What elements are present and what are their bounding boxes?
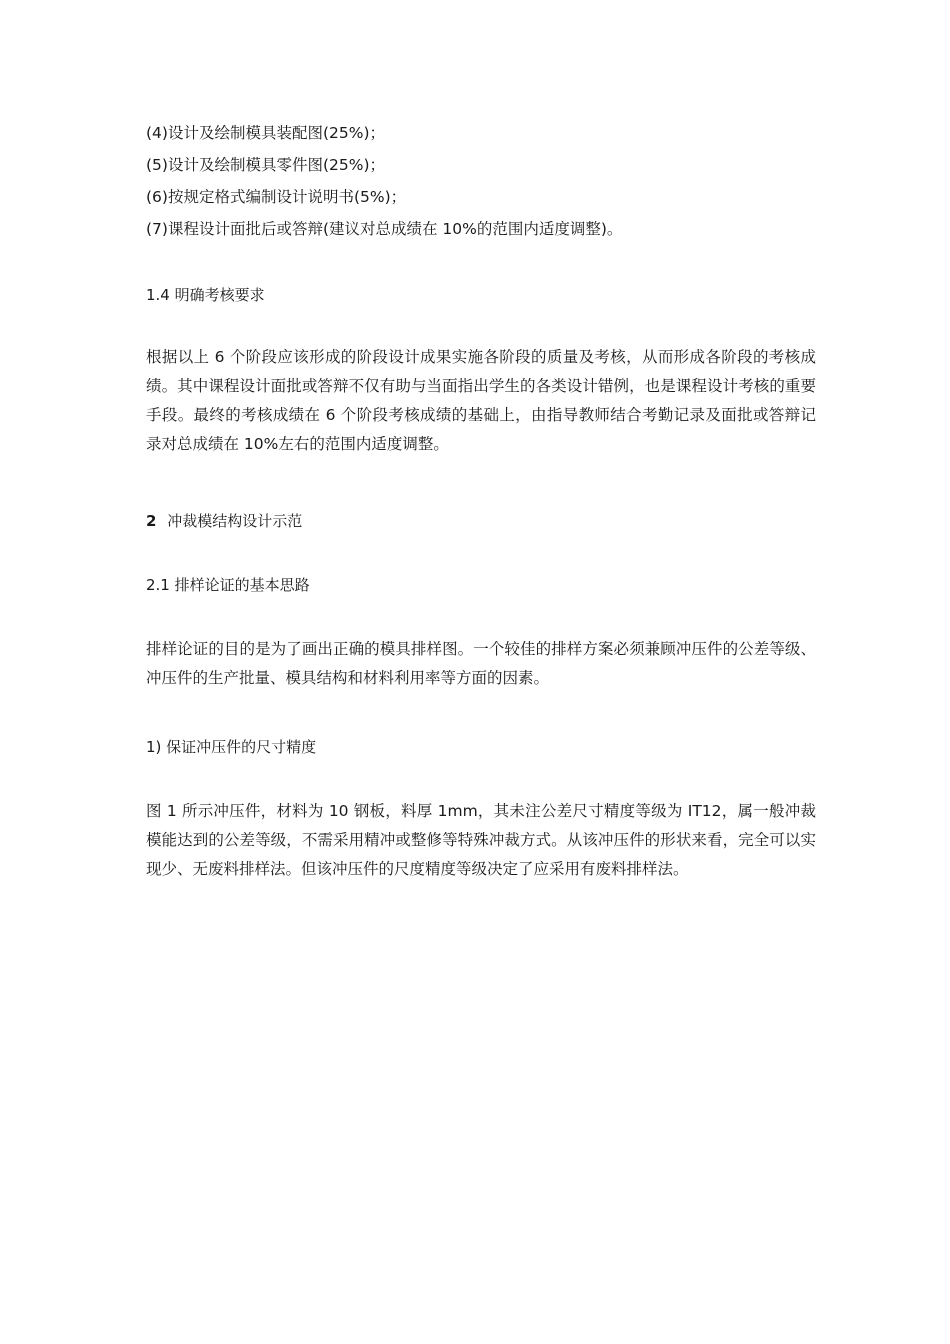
list-item-4: (4)设计及绘制模具装配图(25%)； <box>146 124 386 142</box>
section-number: 2 <box>146 512 157 530</box>
section-heading-2 <box>146 509 302 533</box>
list-item-7: (7)课程设计面批后或答辩(建议对总成绩在 10%的范围内适度调整)。 <box>146 220 623 238</box>
section-heading-2-1: 2.1 排样论证的基本思路 <box>146 576 310 594</box>
subsection-heading-1: 1) 保证冲压件的尺寸精度 <box>146 738 317 756</box>
section-heading-1-4: 1.4 明确考核要求 <box>146 286 265 304</box>
subsection-1-paragraph: 图 1 所示冲压件，材料为 10 钢板，料厚 1mm，其未注公差尺寸精度等级为 IT12，属一般冲裁模能达到的公差等级，不需采用精冲或整修等特殊冲裁方式。从该冲压件的形状来看，完全可以实现少、无废料排样法。但该冲压件的尺度精度等级决定了应采用有废料排样法。 <box>146 802 816 878</box>
list-item-5: (5)设计及绘制模具零件图(25%)； <box>146 156 386 174</box>
list-item-6: (6)按规定格式编制设计说明书(5%)； <box>146 188 407 206</box>
section-title: 冲裁模结构设计示范 <box>167 512 303 530</box>
section-2-1-paragraph: 排样论证的目的是为了画出正确的模具排样图。一个较佳的排样方案必须兼顾冲压件的公差等级、冲压件的生产批量、模具结构和材料利用率等方面的因素。 <box>146 640 816 687</box>
section-1-4-paragraph: 根据以上 6 个阶段应该形成的阶段设计成果实施各阶段的质量及考核，从而形成各阶段的考核成绩。其中课程设计面批或答辩不仅有助与当面指出学生的各类设计错例，也是课程设计考核的重要手段。最终的考核成绩在 6 个阶段考核成绩的基础上，由指导教师结合考勤记录及面批或答辩记录对总成绩在 10%左右的范围内适度调整。 <box>146 348 816 453</box>
